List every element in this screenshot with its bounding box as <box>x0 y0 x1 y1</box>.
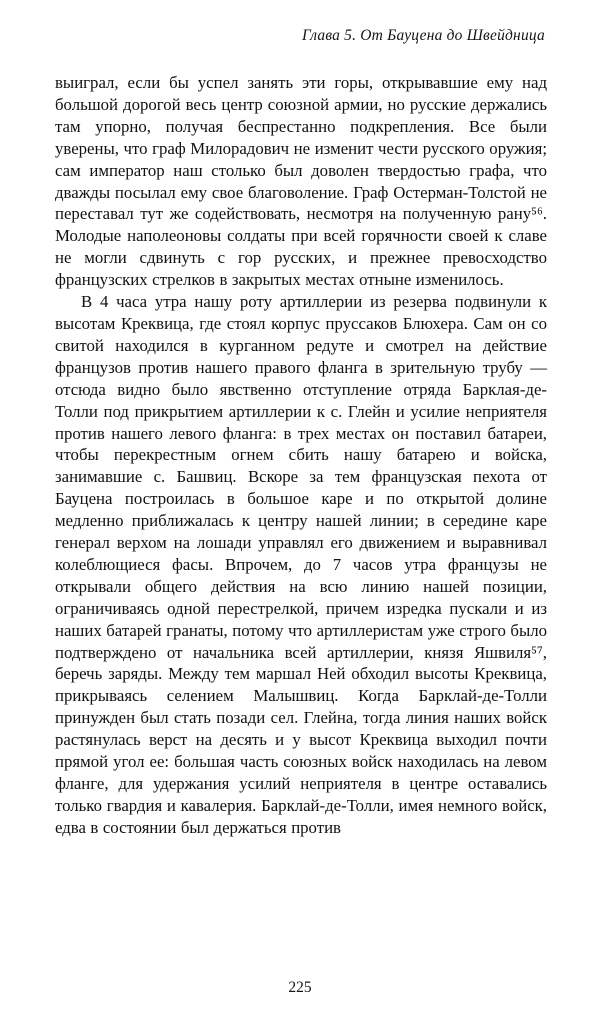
page-body <box>55 72 547 839</box>
body-paragraph: выиграл, если бы успел занять эти горы, открывавшие ему над большой дорогой весь центр союзной армии, но русские держались там упорно, получая беспрестанно подкрепления. Все были уверены, что граф Милорадович не изменит чести русского оружия; сам император наш столько был доволен твердостью графа, что дважды посылал ему свое благоволение. Граф Остерман-Толстой не переставал тут же содействовать, несмотря на полученную рану⁵⁶. Молодые наполеоновы солдаты при всей горячности своей к славе не могли сдвинуть с гор русских, и прежнее превосходство французских стрелков в закрытых местах отныне изменилось. <box>55 73 547 290</box>
body-paragraph: В 4 часа утра нашу роту артиллерии из резерва подвинули к высотам Креквица, где стоял корпус пруссаков Блюхера. Сам он со свитой находился в курганном редуте и смотрел на действие французов против нашего правого фланга в зрительную трубу — отсюда видно было явственно отступление отряда Барклая-де-Толли под прикрытием артиллерии к с. Глейн и усилие неприятеля против нашего левого фланга: в трех местах он поставил батареи, чтобы перекрестным огнем сбить нашу батарею и войска, занимавшие с. Башвиц. Вскоре за тем французская пехота от Бауцена построилась в большое каре и по открытой долине медленно приближалась к центру нашей линии; в середине каре генерал верхом на лошади управлял его движением и выравнивал колеблющиеся фасы. Впрочем, до 7 часов утра французы не открывали общего действия на всю линию нашей позиции, ограничиваясь одной перестрелкой, причем изредка пускали и из наших батарей гранаты, потому что артиллеристам уже строго было подтверждено от начальника всей артиллерии, князя Яшвиля⁵⁷, беречь заряды. Между тем маршал Ней обходил высоты Креквица, прикрываясь селением Малышвиц. Когда Барклай-де-Толли принужден был стать позади сел. Глейна, тогда линия наших войск растянулась верст на десять и у высот Креквица выходил почти прямой угол ее: большая часть союзных войск находилась на левом фланге, для удержания усилий неприятеля в центре оставались только гвардия и кавалерия. Барклай-де-Толли, имея немного войск, едва в состоянии был держаться против <box>55 292 547 837</box>
page-number: 225 <box>288 979 312 996</box>
running-header: Глава 5. От Бауцена до Швейдница <box>302 27 545 44</box>
